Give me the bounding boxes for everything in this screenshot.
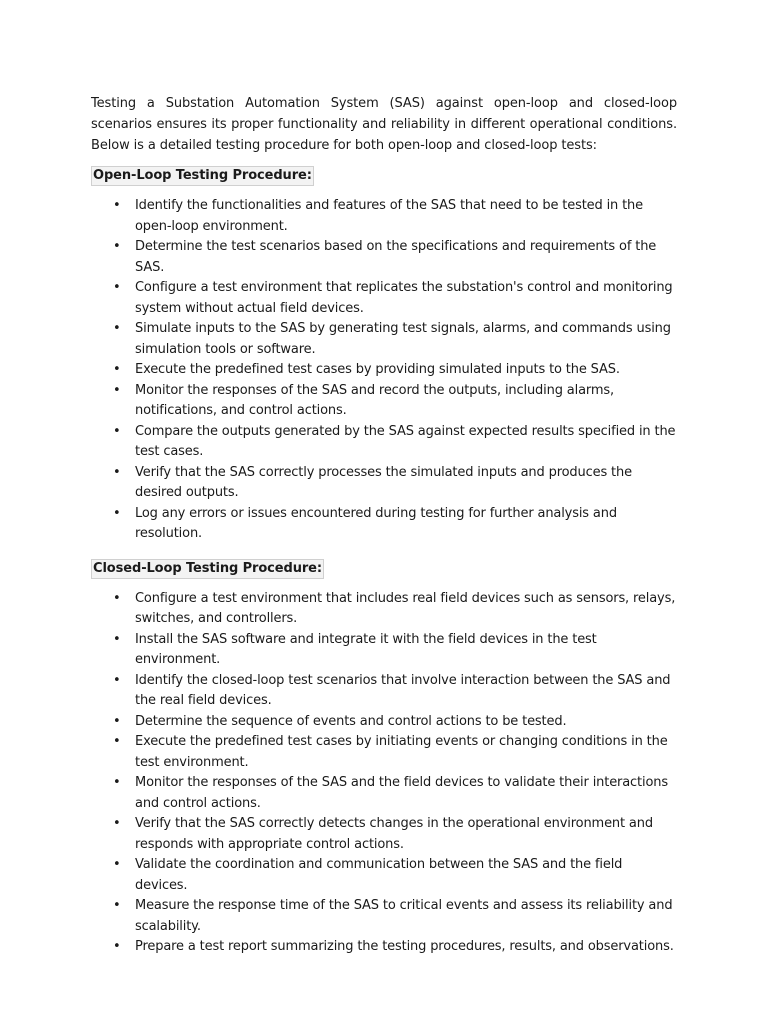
list-item <box>91 814 677 855</box>
document-page <box>91 93 677 958</box>
list-item-text: Measure the response time of the SAS to critical events and assess its reliability and scalability. <box>135 898 673 934</box>
bullet-icon: • <box>113 198 121 213</box>
closed-loop-section <box>91 549 677 958</box>
list-item-text: Install the SAS software and integrate it with the field devices in the test environment. <box>135 631 597 667</box>
bullet-icon: • <box>113 713 121 729</box>
list-item <box>91 630 677 671</box>
list-item <box>91 463 677 504</box>
list-item <box>91 237 677 278</box>
list-item-text: Monitor the responses of the SAS and record the outputs, including alarms, notifications, and control actions. <box>135 382 614 418</box>
list-item <box>91 712 677 733</box>
list-item-text: Monitor the responses of the SAS and the field devices to validate their interactions and control actions. <box>135 775 668 811</box>
bullet-icon: • <box>113 939 121 954</box>
list-item-text: Verify that the SAS correctly detects changes in the operational environment and responds with appropriate control actions. <box>135 816 653 852</box>
list-item-text: Configure a test environment that includes real field devices such as sensors, relays, switches, and controllers. <box>135 590 676 626</box>
list-item <box>91 732 677 773</box>
list-item <box>91 671 677 712</box>
list-item-text: Validate the coordination and communication between the SAS and the field devices. <box>135 857 623 893</box>
list-item <box>91 937 677 958</box>
intro-paragraph: Testing a Substation Automation System (SAS) against open-loop and closed-loop scenarios ensures its proper functionality and reliability in different operational conditions. Below is a detailed testing procedure for both open-loop and closed-loop tests: <box>91 96 677 153</box>
list-item <box>91 589 677 630</box>
closed-loop-list <box>91 589 677 958</box>
bullet-icon: • <box>113 775 121 790</box>
bullet-icon: • <box>113 321 121 336</box>
bullet-icon: • <box>113 631 121 647</box>
list-item <box>91 896 677 937</box>
list-item-text: Determine the test scenarios based on the specifications and requirements of the SAS. <box>135 239 657 275</box>
list-item <box>91 504 677 545</box>
list-item-text: Determine the sequence of events and control actions to be tested. <box>135 713 567 729</box>
list-item-text: Verify that the SAS correctly processes the simulated inputs and produces the desired outputs. <box>135 464 632 500</box>
bullet-icon: • <box>113 464 121 480</box>
list-item <box>91 319 677 360</box>
bullet-icon: • <box>113 590 121 606</box>
list-item <box>91 773 677 814</box>
list-item-text: Configure a test environment that replicates the substation's control and monitoring system without actual field devices. <box>135 280 673 316</box>
list-item-text: Execute the predefined test cases by initiating events or changing conditions in the test environment. <box>135 734 668 770</box>
bullet-icon: • <box>113 816 121 831</box>
bullet-icon: • <box>113 382 121 398</box>
open-loop-heading: Open-Loop Testing Procedure: <box>91 166 314 186</box>
closed-loop-heading: Closed-Loop Testing Procedure: <box>91 559 324 579</box>
list-item-text: Compare the outputs generated by the SAS against expected results specified in the test cases. <box>135 423 676 459</box>
list-item-text: Log any errors or issues encountered during testing for further analysis and resolution. <box>135 505 617 541</box>
bullet-icon: • <box>113 280 121 295</box>
list-item <box>91 196 677 237</box>
bullet-icon: • <box>113 239 121 254</box>
bullet-icon: • <box>113 423 121 439</box>
list-item-text: Execute the predefined test cases by providing simulated inputs to the SAS. <box>135 362 620 377</box>
bullet-icon: • <box>113 672 121 688</box>
open-loop-section <box>91 156 677 545</box>
list-item-text: Simulate inputs to the SAS by generating test signals, alarms, and commands using simulation tools or software. <box>135 321 671 357</box>
list-item-text: Identify the closed-loop test scenarios that involve interaction between the SAS and the real field devices. <box>135 672 671 708</box>
list-item-text: Prepare a test report summarizing the testing procedures, results, and observations. <box>135 939 674 954</box>
bullet-icon: • <box>113 898 121 913</box>
list-item <box>91 278 677 319</box>
list-item <box>91 855 677 896</box>
bullet-icon: • <box>113 505 121 521</box>
list-item-text: Identify the functionalities and features of the SAS that need to be tested in the open-loop environment. <box>135 198 643 234</box>
bullet-icon: • <box>113 362 121 377</box>
bullet-icon: • <box>113 734 121 749</box>
bullet-icon: • <box>113 857 121 872</box>
list-item <box>91 381 677 422</box>
open-loop-list <box>91 196 677 545</box>
list-item <box>91 422 677 463</box>
list-item <box>91 360 677 381</box>
